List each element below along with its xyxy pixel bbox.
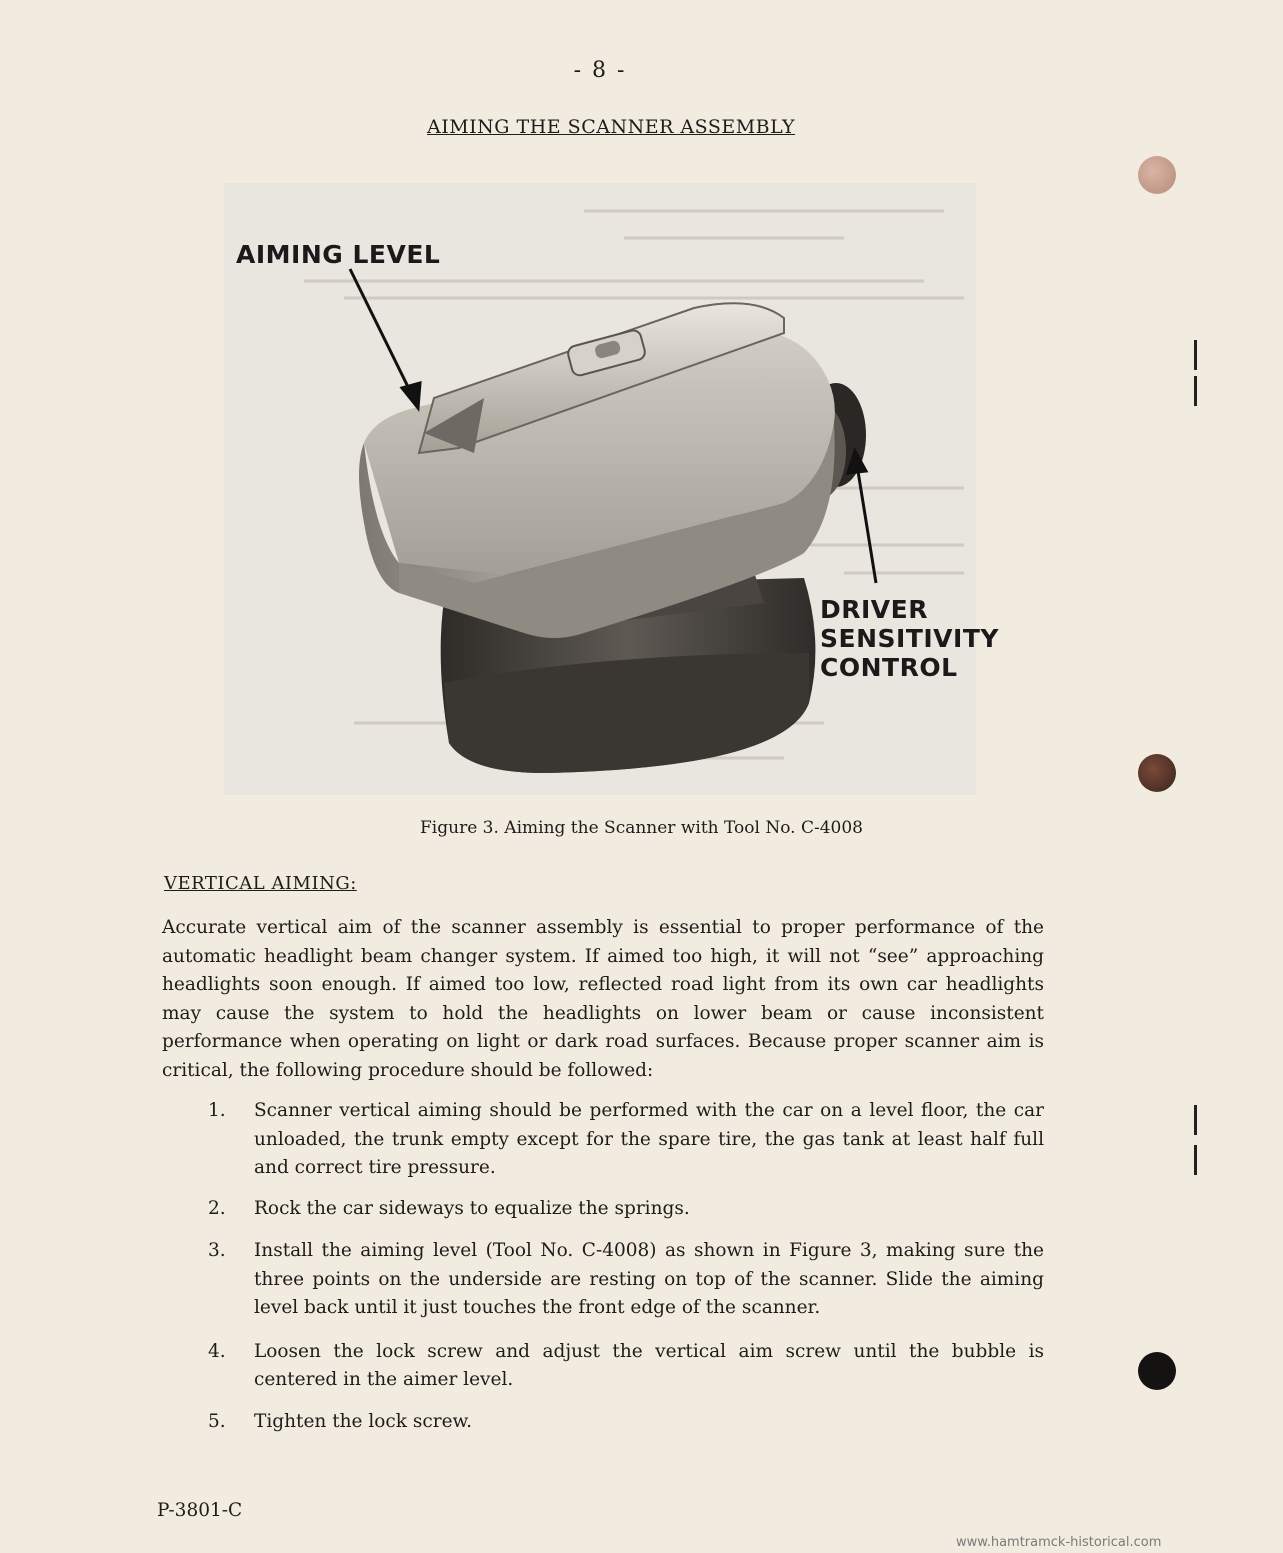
step-number: 3.: [208, 1240, 226, 1261]
driver-label-line: DRIVER: [820, 595, 928, 624]
step-number: 5.: [208, 1410, 226, 1432]
step-number: 2.: [208, 1197, 226, 1219]
step-number: 1.: [208, 1100, 226, 1121]
step-number: 4.: [208, 1340, 226, 1362]
intro-paragraph: Accurate vertical aim of the scanner assembly is essential to proper performance of the automatic headlight beam changer system. If aimed too high, it will not “see” approaching headlights soon enough. If aimed too low, reflected road light from its own car headlights may cause the system to hold the headlights on lower beam or cause inconsistent performance when operating on light or dark road surfaces. Because proper scanner aim is critical, the following procedure should be followed:: [162, 917, 1044, 1081]
figure-caption: Figure 3. Aiming the Scanner with Tool No. C-4008: [420, 818, 863, 838]
driver-sensitivity-label: [820, 595, 999, 682]
edge-mark: [1194, 1145, 1197, 1175]
punch-hole-top: [1138, 156, 1176, 194]
section-title: AIMING THE SCANNER ASSEMBLY: [427, 116, 796, 138]
edge-mark: [1194, 340, 1197, 370]
page-number: - 8 -: [573, 58, 627, 83]
driver-label-line: SENSITIVITY: [820, 624, 999, 653]
procedure-step: [208, 1237, 1044, 1323]
step-text: Tighten the lock screw.: [254, 1410, 473, 1432]
edge-mark: [1194, 1105, 1197, 1135]
watermark: www.hamtramck-historical.com: [956, 1535, 1162, 1550]
procedure-step: [208, 1195, 1044, 1224]
scanner-photo: [224, 183, 976, 795]
procedure-step: [208, 1338, 1044, 1395]
step-text: Scanner vertical aiming should be performed with the car on a level floor, the car unloaded, the trunk empty except for the spare tire, the gas tank at least half full and correct tire pressure.: [254, 1100, 1044, 1178]
procedure-step: [208, 1408, 1044, 1437]
punch-hole-middle: [1138, 754, 1176, 792]
punch-hole-bottom: [1138, 1352, 1176, 1390]
edge-mark: [1194, 376, 1197, 406]
subheading-vertical-aiming: VERTICAL AIMING:: [164, 873, 357, 894]
figure-3: [224, 183, 999, 795]
step-text: Loosen the lock screw and adjust the vertical aim screw until the bubble is centered in the aimer level.: [254, 1340, 1044, 1390]
step-text: Rock the car sideways to equalize the springs.: [254, 1197, 690, 1219]
driver-label-line: CONTROL: [820, 653, 958, 682]
procedure-steps: [208, 1097, 1044, 1436]
document-id: P-3801-C: [157, 1500, 243, 1521]
step-text: Install the aiming level (Tool No. C-4008) as shown in Figure 3, making sure the three points on the underside are resting on top of the scanner. Slide the aiming level back until it just touches the front edge of the scanner.: [254, 1240, 1044, 1318]
procedure-step: [208, 1097, 1044, 1183]
aiming-level-label: AIMING LEVEL: [236, 240, 441, 269]
